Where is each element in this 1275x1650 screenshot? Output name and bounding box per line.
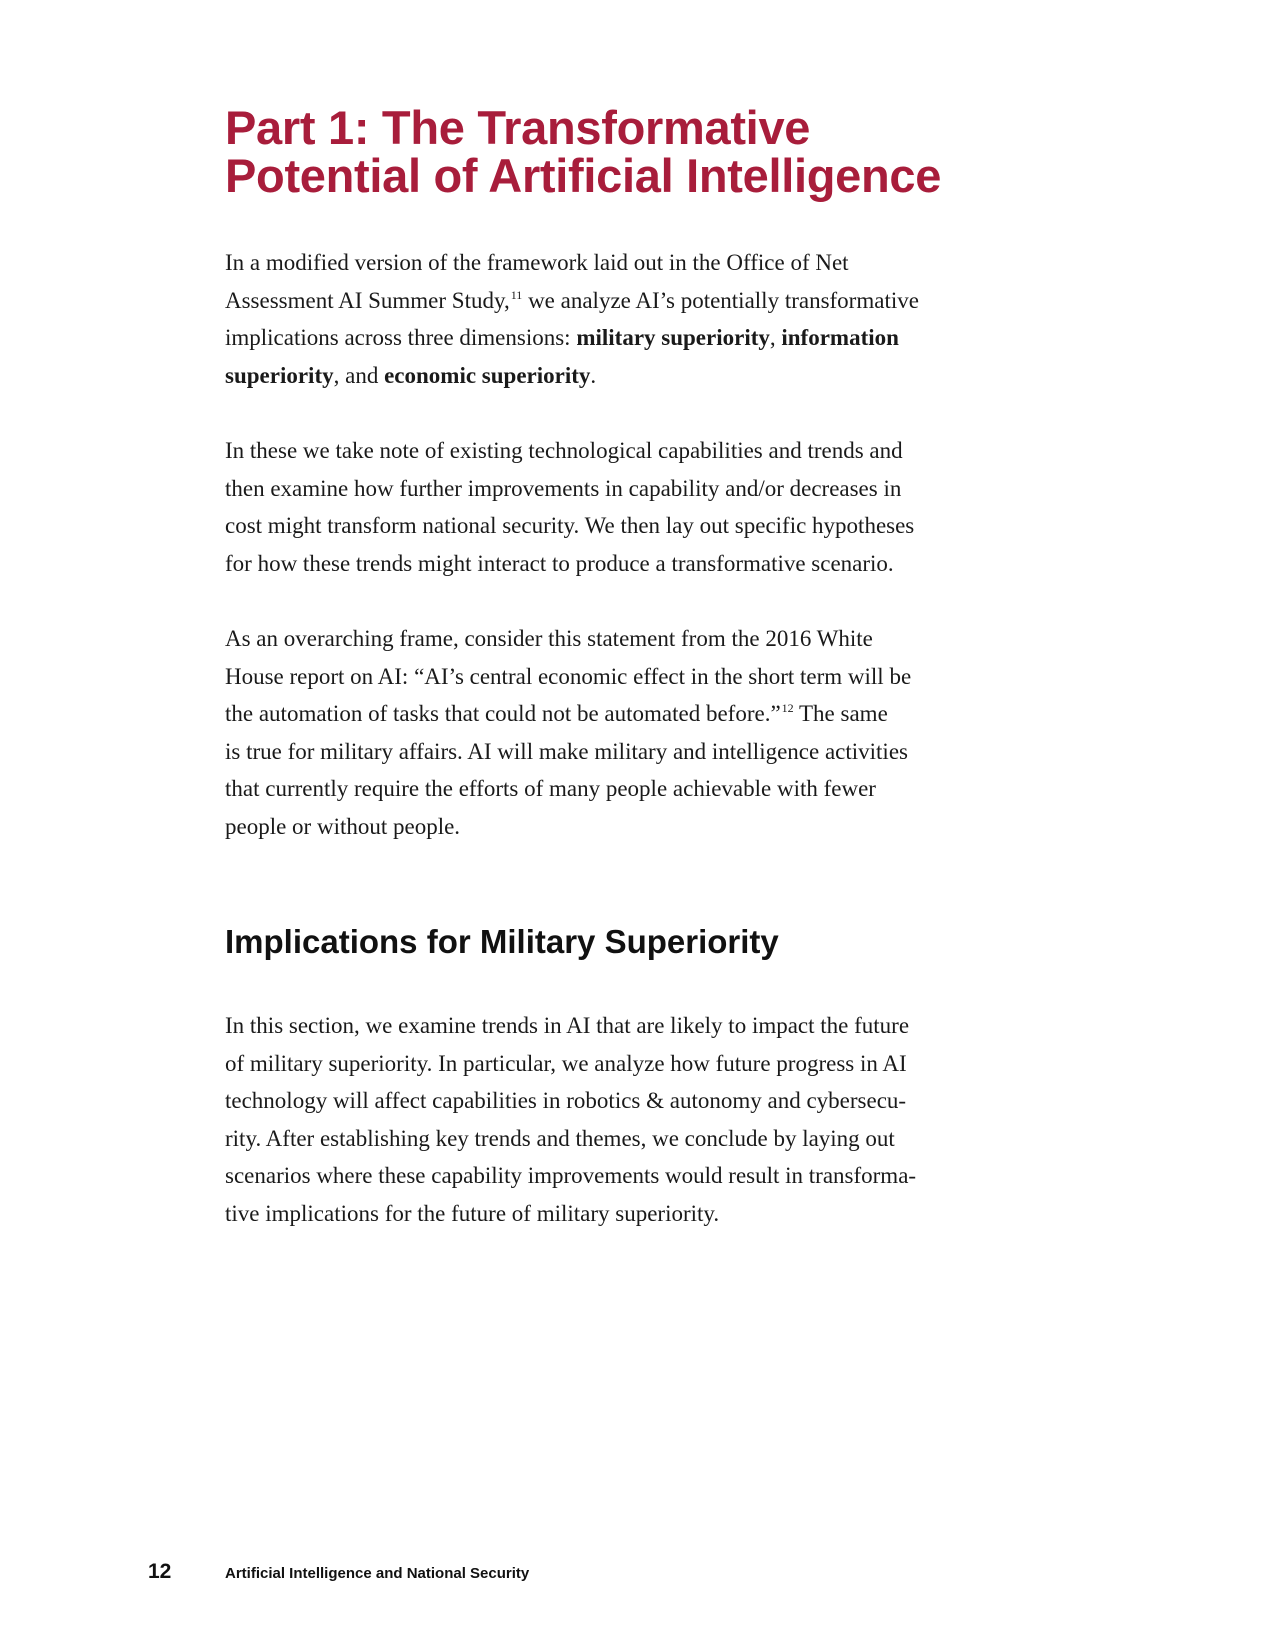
third-line-4: is true for military affairs. AI will make military and intelligence activities bbox=[225, 738, 908, 764]
page-title-line-2: Potential of Artificial Intelligence bbox=[225, 149, 942, 202]
page-title bbox=[225, 101, 1045, 202]
third-line-3 bbox=[225, 695, 985, 733]
intro-line-2-end: we analyze AI’s potentially transformative bbox=[522, 287, 919, 313]
section-heading: Implications for Military Superiority bbox=[225, 923, 779, 960]
term-information-superiority-part-2: superiority bbox=[225, 362, 334, 388]
term-information-superiority-part-1: information bbox=[781, 325, 899, 350]
third-line-1: As an overarching frame, consider this statement from the 2016 White bbox=[225, 626, 873, 651]
page-footer bbox=[148, 1560, 529, 1584]
second-line-2: then examine how further improvements in capability and/or decreases in bbox=[225, 475, 902, 501]
second-paragraph bbox=[225, 432, 985, 582]
third-line-6: people or without people. bbox=[225, 813, 461, 839]
third-paragraph bbox=[225, 620, 985, 845]
third-line-3-start: the automation of tasks that could not be automated before.” bbox=[225, 701, 781, 726]
page-title-line-1: Part 1: The Transformative bbox=[225, 101, 811, 154]
intro-separator: , bbox=[769, 325, 782, 350]
second-line-4: for how these trends might interact to produce a transformative scenario. bbox=[225, 550, 894, 576]
footnote-ref-12[interactable]: 12 bbox=[781, 701, 794, 715]
intro-line-3-start: implications across three dimensions: bbox=[225, 325, 577, 350]
intro-line-2 bbox=[225, 282, 985, 320]
third-line-5: that currently require the efforts of many people achievable with fewer bbox=[225, 776, 876, 801]
section-line-4: rity. After establishing key trends and themes, we conclude by laying out bbox=[225, 1125, 895, 1151]
second-line-3: cost might transform national security. We then lay out specific hypotheses bbox=[225, 513, 915, 538]
section-line-3: technology will affect capabilities in robotics & autonomy and cybersecu- bbox=[225, 1088, 907, 1113]
third-line-3-end: The same bbox=[793, 701, 888, 726]
intro-line-3 bbox=[225, 319, 985, 357]
running-title: Artificial Intelligence and National Security bbox=[225, 1565, 530, 1582]
term-economic-superiority: economic superiority bbox=[384, 362, 591, 388]
section-line-1: In this section, we examine trends in AI that are likely to impact the future bbox=[225, 1013, 910, 1038]
intro-line-2-start: Assessment AI Summer Study, bbox=[225, 287, 510, 313]
section-paragraph bbox=[225, 1007, 985, 1232]
intro-line-4 bbox=[225, 357, 985, 395]
intro-line-1: In a modified version of the framework laid out in the Office of Net bbox=[225, 250, 849, 275]
page-number: 12 bbox=[148, 1560, 172, 1583]
intro-line-4-end: . bbox=[590, 362, 597, 388]
intro-paragraph bbox=[225, 244, 985, 394]
term-military-superiority: military superiority bbox=[576, 325, 770, 350]
footnote-ref-11[interactable]: 11 bbox=[510, 287, 523, 302]
third-line-2: House report on AI: “AI’s central economic effect in the short term will be bbox=[225, 663, 912, 689]
second-line-1: In these we take note of existing technological capabilities and trends and bbox=[225, 438, 903, 463]
section-line-6: tive implications for the future of military superiority. bbox=[225, 1200, 720, 1226]
section-line-5: scenarios where these capability improvements would result in transforma- bbox=[225, 1163, 917, 1188]
intro-line-4-mid: , and bbox=[333, 362, 385, 388]
section-line-2: of military superiority. In particular, we analyze how future progress in AI bbox=[225, 1050, 907, 1076]
